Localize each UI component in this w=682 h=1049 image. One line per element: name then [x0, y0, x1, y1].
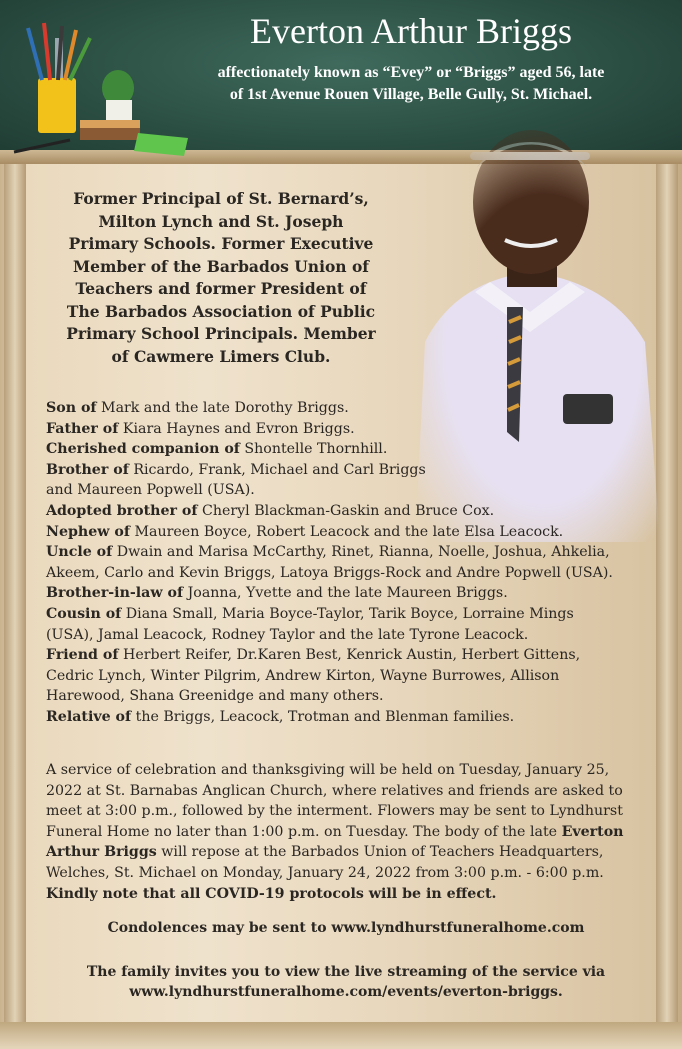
wood-post-left: [4, 164, 26, 1049]
relation-label: Brother of: [46, 461, 129, 478]
relative-line: [46, 398, 646, 419]
relative-line: [46, 460, 646, 481]
relation-text: Ricardo, Frank, Michael and Carl Briggs: [128, 461, 426, 478]
relation-text: Cedric Lynch, Winter Pilgrim, Andrew Kirton, Wayne Burrowes, Allison: [46, 667, 560, 684]
intro-line: Primary Schools. Former Executive: [68, 234, 374, 253]
subtitle-line: of 1st Avenue Rouen Village, Belle Gully, St. Michael.: [229, 86, 593, 103]
intro-line: Primary School Principals. Member: [66, 324, 376, 343]
relation-text: Maureen Boyce, Robert Leacock and the late Elsa Leacock.: [129, 523, 564, 540]
service-line: meet at 3:00 p.m., followed by the interment. Flowers may be sent to Lyndhurst: [46, 803, 623, 820]
relation-text: Herbert Reifer, Dr.Karen Best, Kenrick Austin, Herbert Gittens,: [118, 647, 581, 664]
relation-label: Friend of: [46, 647, 119, 664]
relation-label: Adopted brother of: [46, 502, 198, 519]
relative-line: [46, 522, 646, 543]
stream-link[interactable]: www.lyndhurstfuneralhome.com/events/everton-briggs.: [129, 984, 563, 1000]
service-text: Funeral Home no later than 1:00 p.m. on Tuesday. The body of the late: [46, 823, 558, 840]
relation-text: (USA), Jamal Leacock, Rodney Taylor and the late Tyrone Leacock.: [46, 626, 529, 643]
intro-line: Former Principal of St. Bernard’s,: [73, 189, 369, 208]
relation-text: the Briggs, Leacock, Trotman and Blenman families.: [131, 708, 515, 725]
intro-line: Milton Lynch and St. Joseph: [98, 211, 344, 231]
career-summary: [46, 188, 396, 368]
relation-text: Mark and the late Dorothy Briggs.: [96, 400, 349, 416]
deceased-subtitle: [140, 62, 682, 106]
relation-text: Akeem, Carlo and Kevin Briggs, Latoya Briggs-Rock and Andre Popwell (USA).: [46, 564, 613, 581]
service-line: [46, 842, 646, 863]
relation-text: Kiara Haynes and Evron Briggs.: [118, 420, 355, 437]
relation-text: Diana Small, Maria Boyce-Taylor, Tarik Boyce, Lorraine Mings: [121, 605, 574, 622]
relation-label: Cousin of: [46, 605, 122, 622]
deceased-name-inline: Arthur Briggs: [46, 844, 157, 861]
relation-text: Shontelle Thornhill.: [239, 441, 388, 458]
relative-line: [46, 666, 646, 687]
relatives-list: [46, 398, 646, 728]
intro-line: Teachers and former President of: [75, 279, 367, 298]
relation-text: Joanna, Yvette and the late Maureen Briggs.: [183, 585, 508, 602]
relation-label: Nephew of: [46, 523, 130, 540]
relative-line: [46, 686, 646, 707]
relative-line: [46, 625, 646, 646]
relative-line: [46, 419, 646, 440]
relative-line: [46, 645, 646, 666]
relative-line: [46, 563, 646, 584]
relative-line: [46, 439, 646, 460]
service-line: Welches, St. Michael on Monday, January 24, 2022 from 3:00 p.m. - 6:00 p.m.: [46, 864, 604, 881]
relative-line: [46, 707, 646, 728]
service-line: A service of celebration and thanksgiving will be held on Tuesday, January 25,: [46, 762, 610, 778]
relation-label: Brother-in-law of: [46, 585, 184, 602]
relation-label: Relative of: [46, 708, 132, 725]
relation-label: Son of: [46, 400, 97, 416]
relation-label: Cherished companion of: [46, 441, 240, 458]
stream-line: The family invites you to view the live streaming of the service via: [86, 964, 606, 980]
relative-line: [46, 480, 646, 501]
relation-text: Dwain and Marisa McCarthy, Rinet, Rianna, Noelle, Joshua, Ahkelia,: [112, 544, 610, 561]
relative-line: [46, 501, 646, 522]
covid-note-text: Kindly note that all COVID-19 protocols will be in effect.: [46, 885, 497, 902]
subtitle-line: affectionately known as “Evey” or “Briggs” aged 56, late: [217, 64, 605, 81]
intro-line: Member of the Barbados Union of: [73, 256, 369, 276]
livestream-note: [46, 962, 646, 1002]
relation-text: Cheryl Blackman-Gaskin and Bruce Cox.: [197, 502, 495, 519]
service-text: will repose at the Barbados Union of Teachers Headquarters,: [156, 844, 604, 861]
bottom-frame: [0, 1022, 682, 1049]
intro-line: of Cawmere Limers Club.: [111, 346, 331, 366]
service-details: [46, 760, 646, 904]
relative-line: [46, 604, 646, 625]
covid-note: [46, 884, 646, 905]
condolences-note: Condolences may be sent to www.lyndhurstfuneralhome.com: [107, 920, 585, 936]
relation-label: Father of: [46, 420, 119, 437]
service-line: [46, 822, 646, 843]
relative-line: [46, 542, 646, 563]
relation-label: Uncle of: [46, 544, 113, 561]
deceased-name: Everton Arthur Briggs: [250, 11, 572, 51]
relation-text: Harewood, Shana Greenidge and many others.: [46, 688, 384, 705]
service-line: 2022 at St. Barnabas Anglican Church, where relatives and friends are asked to: [46, 782, 623, 799]
relation-text: and Maureen Popwell (USA).: [46, 482, 255, 499]
intro-line: The Barbados Association of Public: [66, 301, 376, 321]
relative-line: [46, 583, 646, 604]
deceased-name-inline: Everton: [561, 823, 624, 840]
